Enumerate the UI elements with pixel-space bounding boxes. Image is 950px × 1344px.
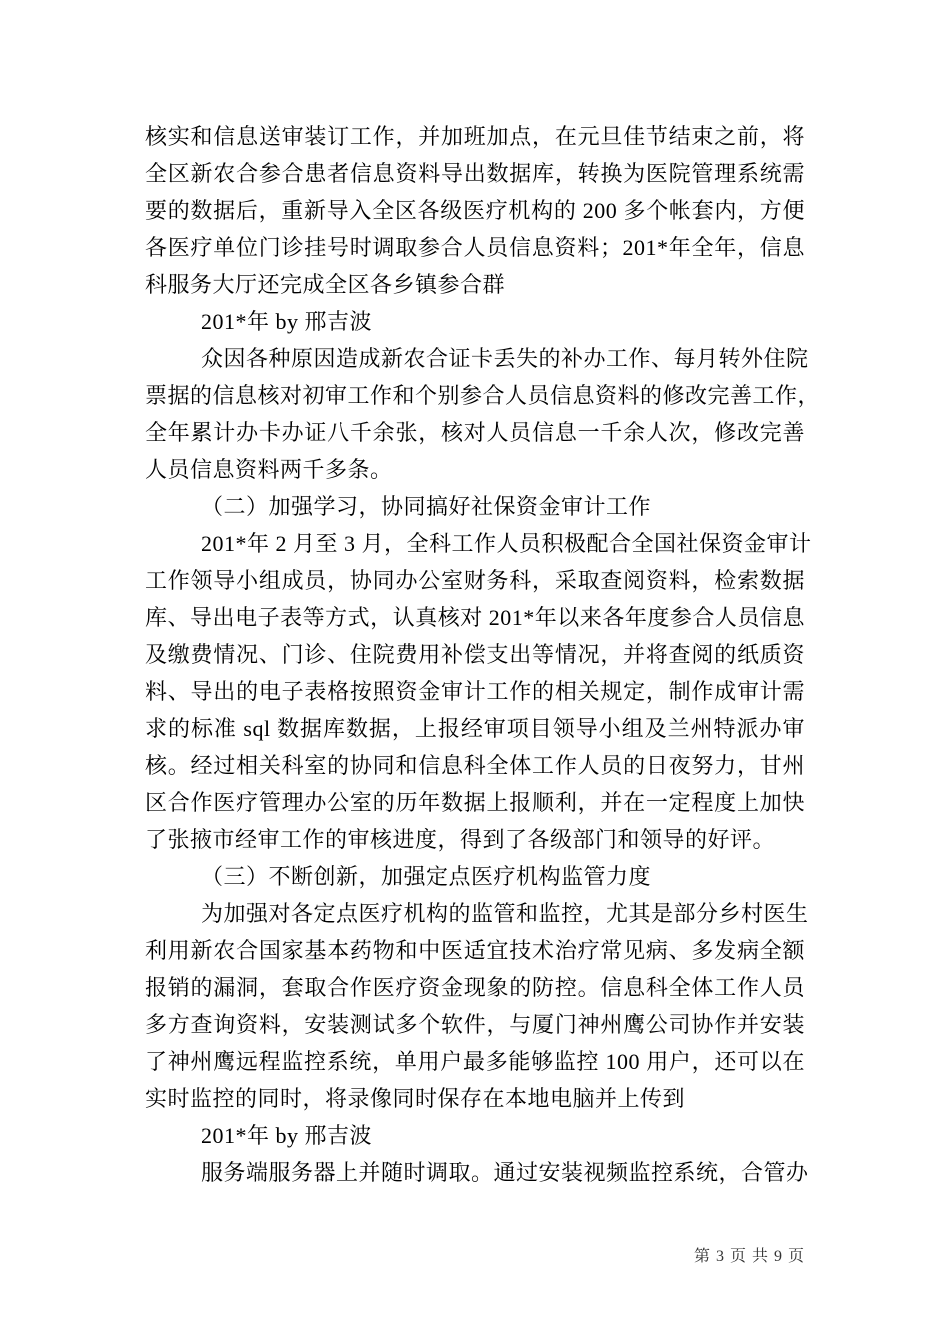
text-line: 了神州鹰远程监控系统，单用户最多能够监控 100 用户，还可以在 [145, 1049, 805, 1074]
text-line: 区合作医疗管理办公室的历年数据上报顺利，并在一定程度上加快 [145, 790, 805, 815]
section-heading: （三）不断创新，加强定点医疗机构监管力度 [201, 864, 652, 889]
text-line: 报销的漏洞，套取合作医疗资金现象的防控。信息科全体工作人员 [145, 975, 805, 1000]
text-line: 201*年 2 月至 3 月，全科工作人员积极配合全国社保资金审计 [201, 531, 812, 556]
text-line: 求的标准 sql 数据库数据，上报经审项目领导小组及兰州特派办审 [145, 716, 805, 741]
text-line: 要的数据后，重新导入全区各级医疗机构的 200 多个帐套内，方便 [145, 198, 805, 223]
text-line: 料、导出的电子表格按照资金审计工作的相关规定，制作成审计需 [145, 679, 805, 704]
text-line: 各医疗单位门诊挂号时调取参合人员信息资料；201*年全年，信息 [145, 235, 805, 260]
text-line: 实时监控的同时，将录像同时保存在本地电脑并上传到 [145, 1086, 686, 1111]
text-line: 利用新农合国家基本药物和中医适宜技术治疗常见病、多发病全额 [145, 938, 805, 963]
text-line: 库、导出电子表等方式，认真核对 201*年以来各年度参合人员信息 [145, 605, 805, 630]
text-line: 服务端服务器上并随时调取。通过安装视频监控系统，合管办 [201, 1160, 809, 1185]
byline: 201*年 by 邢吉波 [201, 1123, 373, 1148]
text-line: 核实和信息送审装订工作，并加班加点，在元旦佳节结束之前，将 [145, 124, 805, 149]
text-line: 了张掖市经审工作的审核进度，得到了各级部门和领导的好评。 [145, 827, 776, 852]
text-line: 工作领导小组成员，协同办公室财务科，采取查阅资料，检索数据 [145, 568, 805, 593]
text-line: 众因各种原因造成新农合证卡丢失的补办工作、每月转外住院 [201, 346, 809, 371]
text-line: 科服务大厅还完成全区各乡镇参合群 [145, 272, 506, 297]
text-line: 核。经过相关科室的协同和信息科全体工作人员的日夜努力，甘州 [145, 753, 805, 778]
text-line: 票据的信息核对初审工作和个别参合人员信息资料的修改完善工作， [145, 383, 821, 408]
text-line: 人员信息资料两千多条。 [145, 457, 393, 482]
text-line: 全区新农合参合患者信息资料导出数据库，转换为医院管理系统需 [145, 161, 805, 186]
text-line: 为加强对各定点医疗机构的监管和监控，尤其是部分乡村医生 [201, 901, 809, 926]
document-body [145, 118, 821, 1191]
byline: 201*年 by 邢吉波 [201, 309, 373, 334]
text-line: 多方查询资料，安装测试多个软件，与厦门神州鹰公司协作并安装 [145, 1012, 805, 1037]
text-line: 及缴费情况、门诊、住院费用补偿支出等情况，并将查阅的纸质资 [145, 642, 805, 667]
text-line: 全年累计办卡办证八千余张，核对人员信息一千余人次，修改完善 [145, 420, 805, 445]
page-footer: 第 3 页 共 9 页 [693, 1248, 805, 1265]
section-heading: （二）加强学习，协同搞好社保资金审计工作 [201, 494, 652, 519]
